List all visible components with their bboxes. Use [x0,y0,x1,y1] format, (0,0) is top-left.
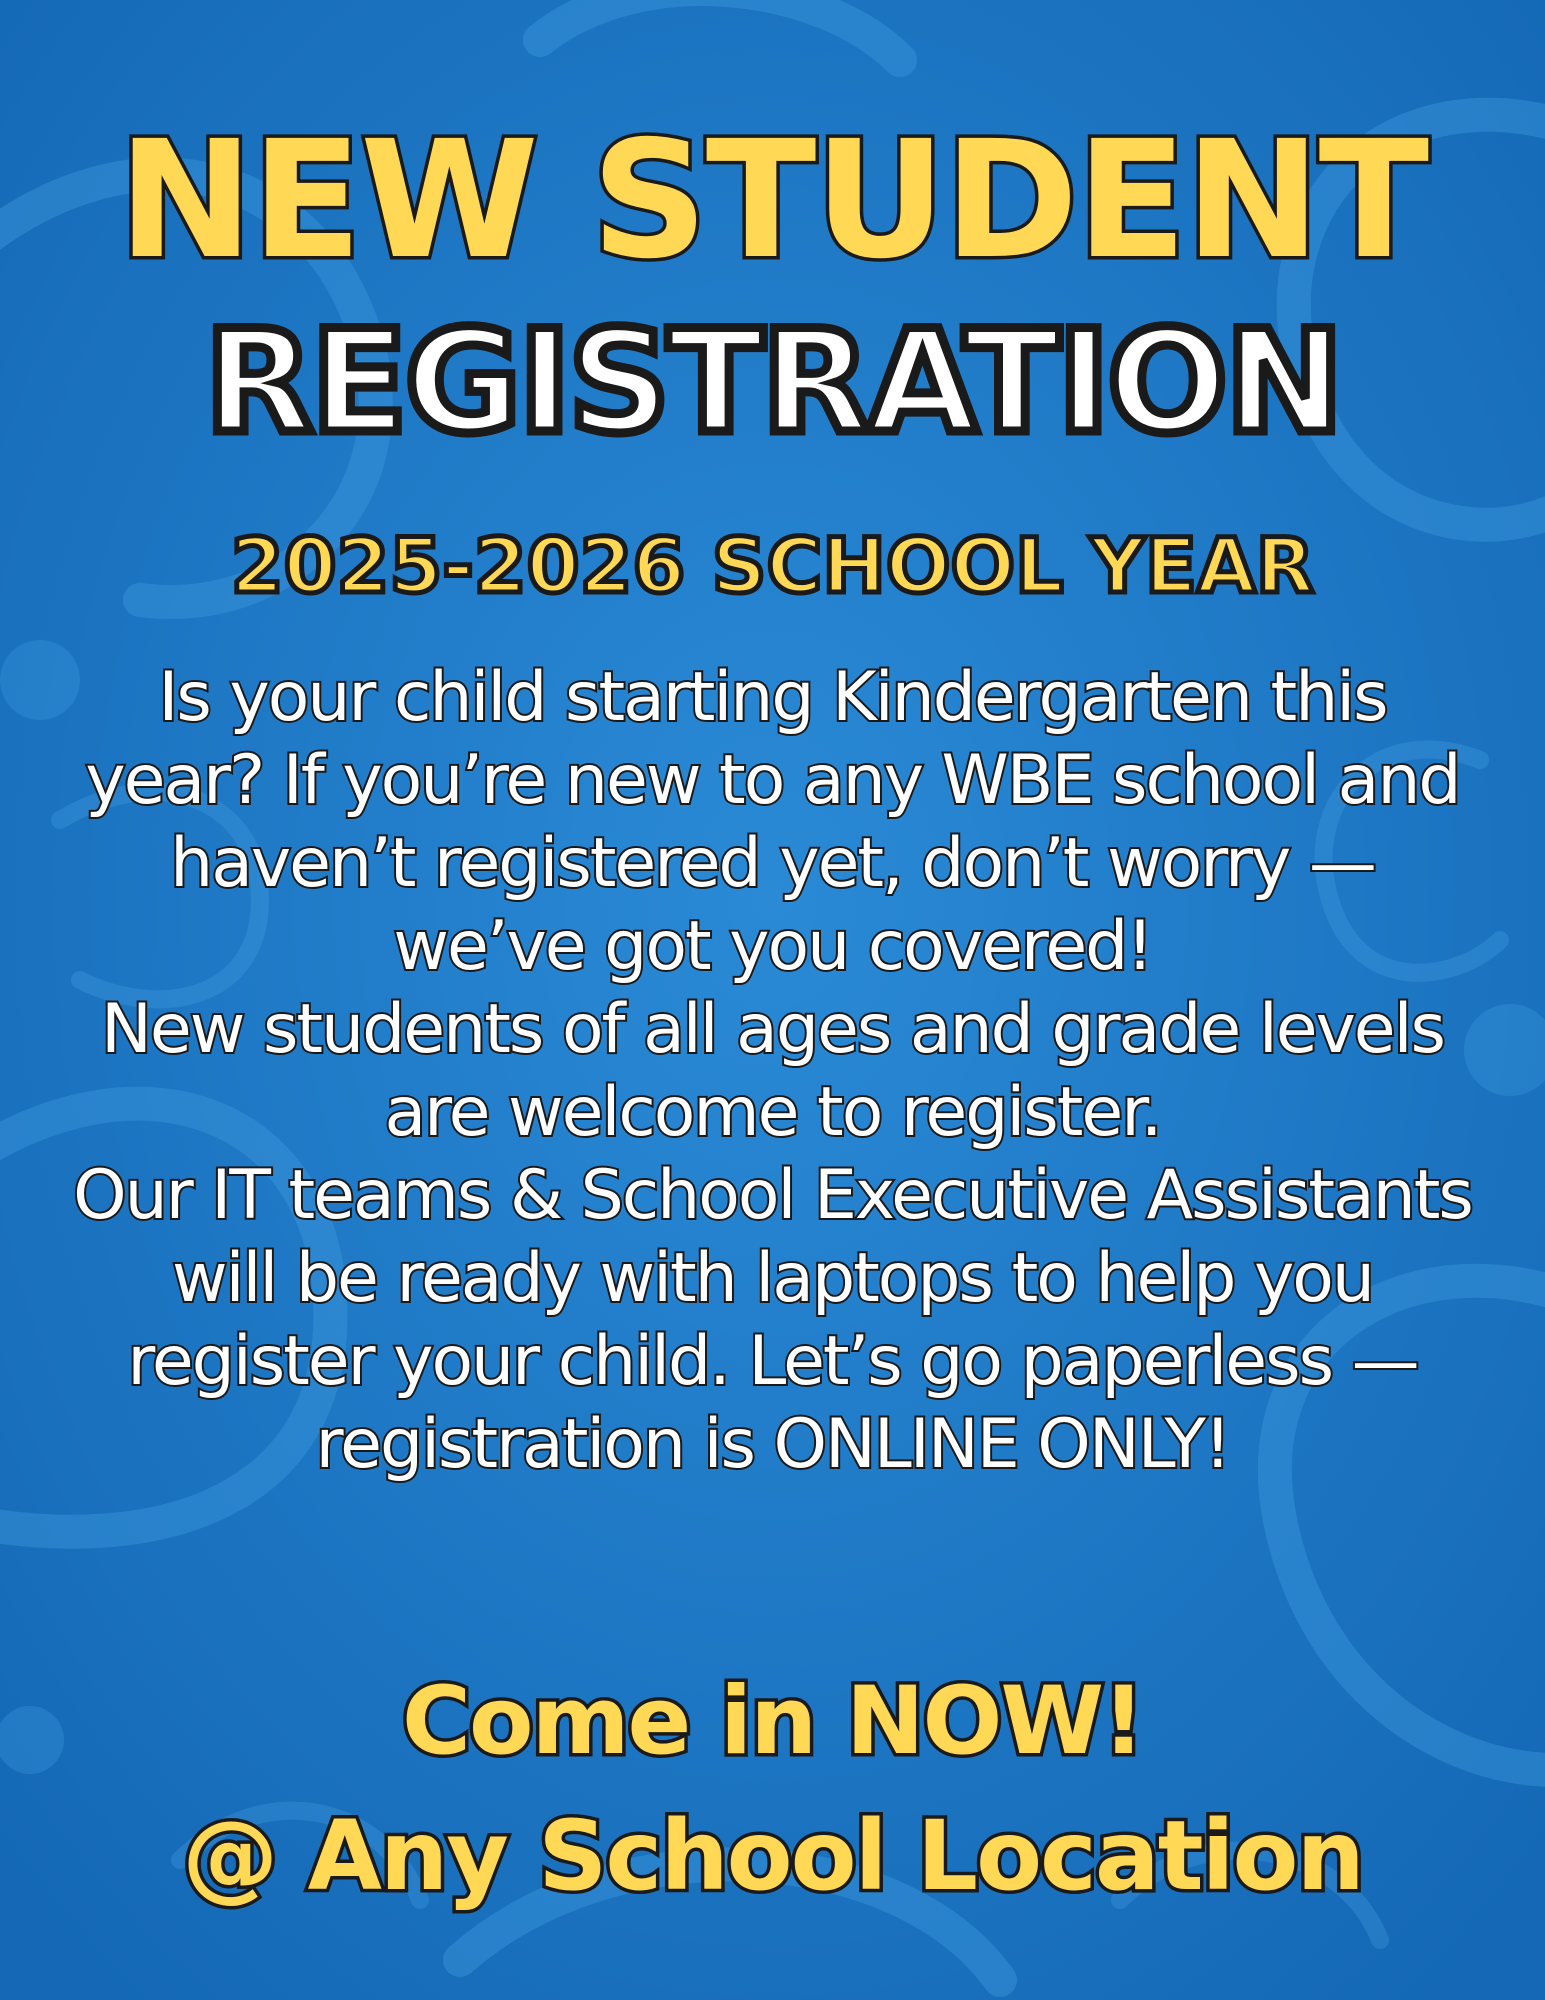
title-new-student: NEW STUDENT [117,107,1428,295]
kindergarten-paragraph: Is your child starting Kindergarten this year? If you’re new to any WBE school and haven’t registered yet, don’t worry — we’ve got you covered! [85,658,1460,986]
school-year-heading: 2025-2026 SCHOOL YEAR [230,521,1315,610]
title-registration: REGISTRATION [204,300,1341,465]
all-ages-paragraph: New students of all ages and grade levels are welcome to register. [101,990,1444,1152]
paperless-paragraph: Our IT teams & School Executive Assistants will be ready with laptops to help you register your child. Let’s go paperless — registration is ONLINE ONLY! [73,1156,1472,1484]
flyer-body-text [70,656,1475,1486]
any-school-location-callout: @ Any School Location [182,1800,1363,1912]
come-in-now-callout: Come in NOW! [402,1667,1143,1776]
